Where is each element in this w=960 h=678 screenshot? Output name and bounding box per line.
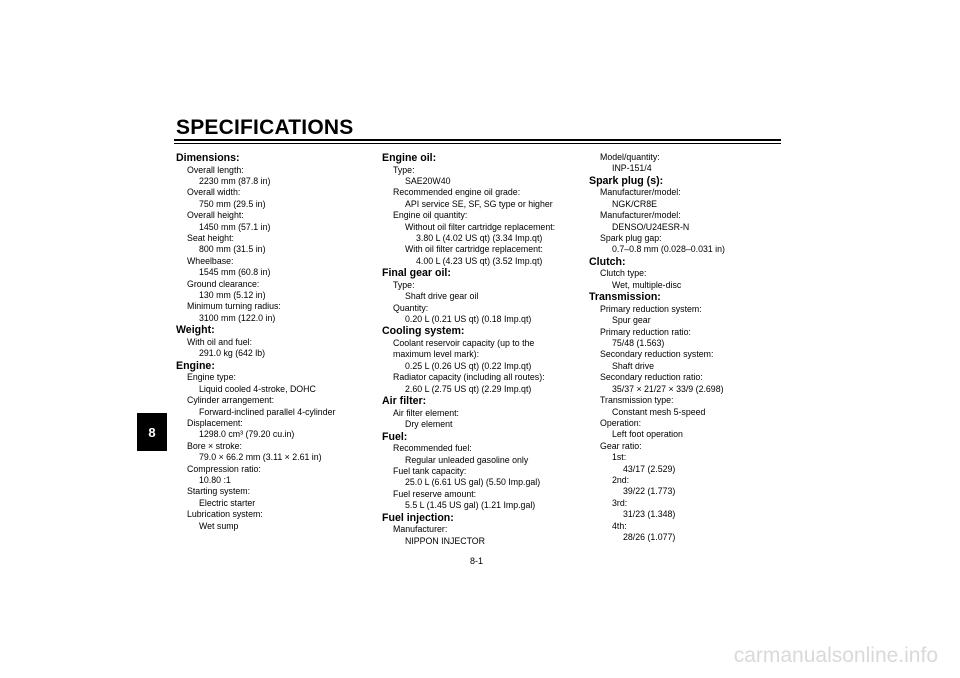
footer-watermark: carmanualsonline.info — [733, 644, 938, 667]
spec-label: Primary reduction ratio: — [600, 326, 691, 337]
spec-value: NIPPON INJECTOR — [405, 535, 485, 546]
section-heading: Transmission: — [589, 291, 661, 304]
spec-value: Shaft drive — [612, 360, 655, 371]
title-rule-thin — [174, 143, 781, 144]
spec-label: Manufacturer: — [393, 524, 448, 535]
spec-label: Quantity: — [393, 302, 429, 313]
spec-label: Bore × stroke: — [187, 440, 243, 451]
spec-value: 3100 mm (122.0 in) — [199, 312, 276, 323]
spec-value: 0.25 L (0.26 US qt) (0.22 Imp.qt) — [405, 360, 532, 371]
spec-value: Dry element — [405, 419, 453, 430]
spec-label: Spark plug gap: — [600, 233, 662, 244]
spec-label: Lubrication system: — [187, 509, 263, 520]
spec-label: Manufacturer/model: — [600, 187, 681, 198]
section-heading: Dimensions: — [176, 152, 240, 164]
spec-value: 25.0 L (6.61 US gal) (5.50 Imp.gal) — [405, 477, 541, 488]
spec-label: Fuel reserve amount: — [393, 488, 477, 499]
spec-value: Shaft drive gear oil — [405, 291, 479, 302]
spec-value: 1st: — [612, 452, 627, 463]
section-heading: Final gear oil: — [382, 267, 451, 280]
spec-label: Seat height: — [187, 233, 234, 244]
spec-value: DENSO/U24ESR-N — [612, 221, 690, 232]
section-heading: Fuel: — [382, 430, 408, 443]
spec-value: 28/26 (1.077) — [623, 531, 676, 542]
spec-value: 2nd: — [612, 474, 630, 485]
spec-label: Displacement: — [187, 417, 243, 428]
spec-value: NGK/CR8E — [612, 198, 657, 209]
spec-label: Compression ratio: — [187, 463, 261, 474]
spec-value: 4.00 L (4.23 US qt) (3.52 Imp.qt) — [416, 255, 543, 266]
spec-value: Forward-inclined parallel 4-cylinder — [199, 406, 336, 417]
spec-value: API service SE, SF, SG type or higher — [405, 198, 553, 209]
spec-label: Recommended fuel: — [393, 443, 472, 454]
page-number: 8-1 — [470, 556, 484, 566]
spec-value: 1450 mm (57.1 in) — [199, 221, 271, 232]
section-heading: Cooling system: — [382, 325, 465, 338]
spec-value: Without oil filter cartridge replacement: — [405, 221, 556, 232]
spec-value: 3rd: — [612, 497, 628, 508]
spec-label: Manufacturer/model: — [600, 210, 681, 221]
spec-value: Wet sump — [199, 520, 239, 531]
spec-label: Minimum turning radius: — [187, 301, 281, 312]
page-title: SPECIFICATIONS — [176, 116, 354, 139]
spec-value: Liquid cooled 4-stroke, DOHC — [199, 383, 316, 394]
section-heading: Clutch: — [589, 255, 626, 268]
section-heading: Engine oil: — [382, 152, 437, 164]
section-heading: Fuel injection: — [382, 511, 454, 524]
spec-value: 0.7–0.8 mm (0.028–0.031 in) — [612, 244, 725, 255]
section-heading: Engine: — [176, 359, 215, 372]
spec-label: Transmission type: — [600, 395, 674, 406]
chapter-tab: 8 — [137, 413, 167, 451]
spec-value: With oil filter cartridge replacement: — [405, 244, 543, 255]
spec-value: 1545 mm (60.8 in) — [199, 267, 271, 278]
spec-value: Wet, multiple-disc — [612, 279, 682, 290]
spec-label: Type: — [393, 164, 415, 175]
title-rule-thick — [174, 139, 781, 141]
spec-label: Primary reduction system: — [600, 303, 702, 314]
spec-label: Recommended engine oil grade: — [393, 187, 521, 198]
footer-bar — [0, 640, 960, 678]
spec-value: 0.20 L (0.21 US qt) (0.18 Imp.qt) — [405, 314, 532, 325]
spec-label: maximum level mark): — [393, 349, 480, 360]
spec-value: 35/37 × 21/27 × 33/9 (2.698) — [612, 383, 724, 394]
spec-label: Radiator capacity (including all routes): — [393, 372, 545, 383]
spec-value: 750 mm (29.5 in) — [199, 198, 266, 209]
spec-label: Overall width: — [187, 187, 241, 198]
spec-label: Clutch type: — [600, 268, 647, 279]
spec-label: Cylinder arrangement: — [187, 395, 275, 406]
spec-value: 31/23 (1.348) — [623, 509, 676, 520]
spec-label: Wheelbase: — [187, 255, 234, 266]
spec-value: Regular unleaded gasoline only — [405, 454, 529, 465]
spec-label: Overall height: — [187, 210, 244, 221]
spec-label: Ground clearance: — [187, 278, 260, 289]
spec-label: Type: — [393, 279, 415, 290]
spec-value: SAE20W40 — [405, 176, 451, 186]
section-heading: Weight: — [176, 324, 215, 337]
spec-label: Engine type: — [187, 372, 236, 383]
spec-value: 4th: — [612, 520, 627, 531]
spec-label: Overall length: — [187, 164, 244, 175]
spec-value: 2.60 L (2.75 US qt) (2.29 Imp.qt) — [405, 383, 532, 394]
spec-value: 39/22 (1.773) — [623, 486, 676, 497]
section-heading: Spark plug (s): — [589, 174, 664, 187]
spec-label: Secondary reduction system: — [600, 349, 714, 360]
spec-value: 291.0 kg (642 lb) — [199, 348, 266, 359]
spec-label: With oil and fuel: — [187, 336, 253, 347]
section-heading: Air filter: — [382, 395, 427, 408]
spec-column-3 — [589, 152, 789, 543]
spec-value: 2230 mm (87.8 in) — [199, 176, 271, 186]
spec-column-1 — [176, 152, 376, 532]
spec-value: 10.80 :1 — [199, 474, 231, 485]
spec-value: Electric starter — [199, 497, 256, 508]
spec-label: Gear ratio: — [600, 440, 642, 451]
spec-label: Fuel tank capacity: — [393, 465, 467, 476]
spec-value: 800 mm (31.5 in) — [199, 244, 266, 255]
spec-label: Coolant reservoir capacity (up to the — [393, 338, 535, 349]
spec-label: Air filter element: — [393, 407, 459, 418]
spec-label: Secondary reduction ratio: — [600, 372, 703, 383]
spec-value: 3.80 L (4.02 US qt) (3.34 Imp.qt) — [416, 233, 543, 244]
spec-label: Model/quantity: — [600, 152, 660, 162]
spec-column-2 — [382, 152, 592, 547]
spec-value: Spur gear — [612, 315, 651, 326]
spec-value: 5.5 L (1.45 US gal) (1.21 Imp.gal) — [405, 500, 536, 511]
spec-value: Left foot operation — [612, 429, 683, 440]
spec-label: Operation: — [600, 417, 642, 428]
spec-label: Engine oil quantity: — [393, 210, 468, 221]
spec-value: 43/17 (2.529) — [623, 463, 676, 474]
spec-value: 130 mm (5.12 in) — [199, 290, 266, 301]
spec-value: Constant mesh 5-speed — [612, 406, 706, 417]
spec-value: 1298.0 cm³ (79.20 cu.in) — [199, 429, 295, 440]
spec-label: Starting system: — [187, 486, 251, 497]
spec-value: 75/48 (1.563) — [612, 338, 665, 349]
spec-value: INP-151/4 — [612, 163, 652, 174]
spec-value: 79.0 × 66.2 mm (3.11 × 2.61 in) — [199, 452, 322, 463]
